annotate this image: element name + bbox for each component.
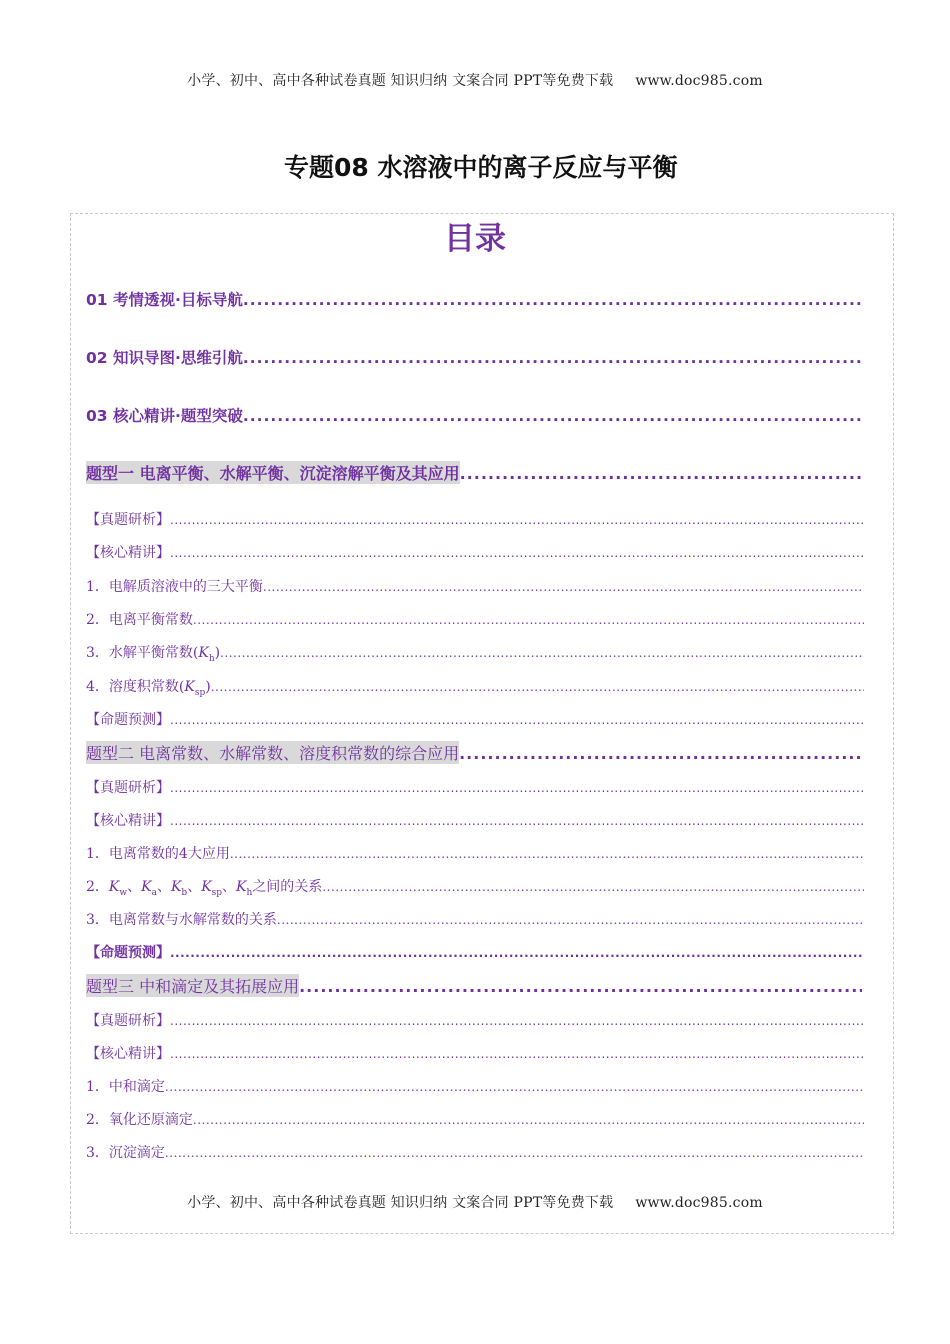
toc-entry-type2[interactable] bbox=[86, 741, 864, 764]
banner-text: 小学、初中、高中各种试卷真题 知识归纳 文案合同 PPT等免费下载 bbox=[187, 73, 614, 89]
toc-entry-type1-yuce[interactable] bbox=[86, 709, 864, 729]
toc-label: 题型三 中和滴定及其拓展应用 bbox=[86, 974, 299, 997]
toc-entry-type3-item1[interactable] bbox=[86, 1076, 864, 1096]
toc-label: 【核心精讲】 bbox=[86, 545, 170, 561]
toc-leader bbox=[170, 513, 864, 527]
toc-entry-type3-item3[interactable] bbox=[86, 1142, 864, 1162]
banner-url[interactable]: www.doc985.com bbox=[635, 1195, 763, 1211]
header-banner bbox=[0, 70, 950, 90]
toc-entry-type3-zhenti[interactable] bbox=[86, 1010, 864, 1030]
toc-leader bbox=[322, 880, 864, 894]
banner-url[interactable]: www.doc985.com bbox=[635, 73, 763, 89]
toc-entry-type3[interactable] bbox=[86, 974, 862, 997]
toc-label: 4．溶度积常数$(K_{sp})$ bbox=[86, 679, 211, 698]
toc-leader bbox=[170, 713, 864, 727]
toc-label: 题型一 电离平衡、水解平衡、沉淀溶解平衡及其应用 bbox=[86, 461, 460, 484]
toc-label: 3．水解平衡常数$(K_h)$ bbox=[86, 645, 221, 664]
toc-leader bbox=[193, 1113, 864, 1127]
toc-label: 【真题研析】 bbox=[86, 512, 170, 528]
toc-leader bbox=[193, 613, 864, 627]
toc-label: 03 核心精讲·题型突破 bbox=[86, 407, 243, 425]
toc-label: 【命题预测】 bbox=[86, 945, 170, 961]
document-title: 专题08 水溶液中的离子反应与平衡 bbox=[284, 153, 678, 182]
toc-entry-type1[interactable] bbox=[86, 461, 864, 484]
toc-entry-sec02[interactable] bbox=[86, 346, 864, 368]
toc-heading: 目录 bbox=[444, 221, 506, 257]
toc-leader bbox=[299, 977, 862, 996]
toc-entry-type2-yuce[interactable] bbox=[86, 942, 864, 962]
toc-entry-type1-hexin[interactable] bbox=[86, 542, 864, 562]
toc-leader bbox=[460, 464, 864, 483]
footer-banner bbox=[0, 1192, 950, 1212]
banner-text: 小学、初中、高中各种试卷真题 知识归纳 文案合同 PPT等免费下载 bbox=[187, 1195, 614, 1211]
toc-entry-type1-item1[interactable] bbox=[86, 576, 864, 596]
toc-leader bbox=[243, 407, 864, 425]
toc-leader bbox=[165, 1146, 864, 1160]
toc-leader bbox=[277, 913, 864, 927]
toc-label: 1．电离常数的4大应用 bbox=[86, 846, 230, 862]
toc-label: 1．中和滴定 bbox=[86, 1079, 165, 1095]
toc-entry-type2-hexin[interactable] bbox=[86, 810, 864, 830]
toc-leader bbox=[165, 1080, 864, 1094]
toc-entry-type2-zhenti[interactable] bbox=[86, 777, 864, 797]
toc-entry-type2-item1[interactable] bbox=[86, 843, 864, 863]
toc-entry-type2-item3[interactable] bbox=[86, 909, 864, 929]
toc-entry-type1-item4[interactable] bbox=[86, 676, 864, 698]
toc-label: 【命题预测】 bbox=[86, 712, 170, 728]
toc-label: 3．电离常数与水解常数的关系 bbox=[86, 912, 277, 928]
toc-leader bbox=[263, 580, 864, 594]
toc-label: 【核心精讲】 bbox=[86, 1046, 170, 1062]
toc-label: 01 考情透视·目标导航 bbox=[86, 291, 243, 309]
toc-leader bbox=[459, 744, 864, 763]
toc-label: 2．$K_w$、$K_a$、$K_b$、$K_{sp}$、$K_h$之间的关系 bbox=[86, 879, 323, 898]
toc-label: 3．沉淀滴定 bbox=[86, 1145, 165, 1161]
toc-entry-type3-item2[interactable] bbox=[86, 1109, 864, 1129]
toc-label: 02 知识导图·思维引航 bbox=[86, 349, 243, 367]
toc-entry-type3-hexin[interactable] bbox=[86, 1043, 864, 1063]
toc-entry-sec03[interactable] bbox=[86, 404, 864, 426]
toc-label: 题型二 电离常数、水解常数、溶度积常数的综合应用 bbox=[86, 741, 459, 764]
toc-leader bbox=[170, 814, 864, 828]
toc-entry-sec01[interactable] bbox=[86, 288, 864, 310]
toc-label: 【核心精讲】 bbox=[86, 813, 170, 829]
toc-leader bbox=[243, 291, 864, 309]
toc-entry-type1-item3[interactable] bbox=[86, 642, 864, 664]
toc-label: 2．氧化还原滴定 bbox=[86, 1112, 193, 1128]
toc-leader bbox=[230, 847, 864, 861]
toc-leader bbox=[170, 546, 864, 560]
toc-label: 2．电离平衡常数 bbox=[86, 612, 193, 628]
toc-label: 【真题研析】 bbox=[86, 780, 170, 796]
toc-leader bbox=[220, 646, 864, 660]
toc-leader bbox=[170, 1047, 864, 1061]
toc-entry-type1-item2[interactable] bbox=[86, 609, 864, 629]
toc-leader bbox=[211, 680, 864, 694]
toc-leader bbox=[170, 946, 864, 960]
toc-leader bbox=[170, 781, 864, 795]
toc-entry-type2-item2[interactable] bbox=[86, 876, 864, 898]
toc-label: 【真题研析】 bbox=[86, 1013, 170, 1029]
toc-leader bbox=[243, 349, 864, 367]
toc-entry-type1-zhenti[interactable] bbox=[86, 509, 864, 529]
toc-label: 1．电解质溶液中的三大平衡 bbox=[86, 579, 263, 595]
toc-leader bbox=[170, 1014, 864, 1028]
